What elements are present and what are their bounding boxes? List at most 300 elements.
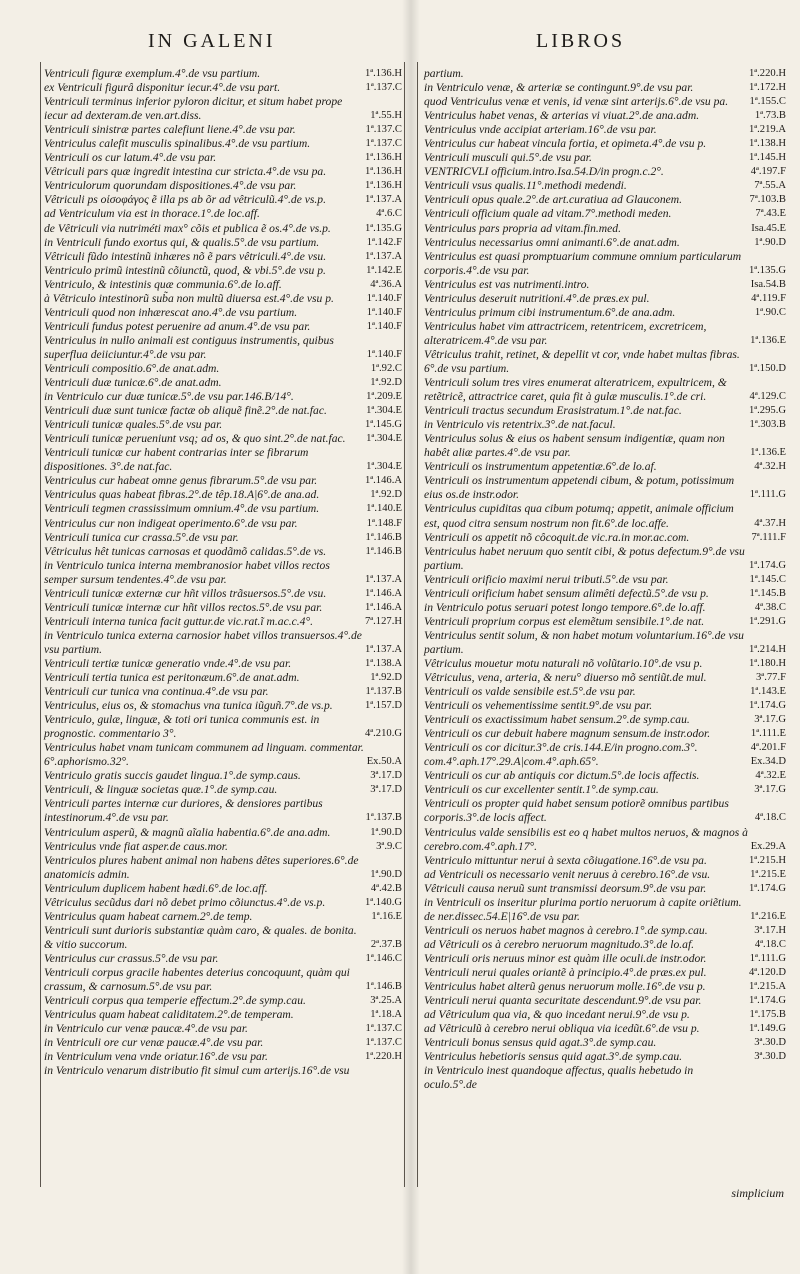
- entry-reference: 7ª.111.F: [751, 531, 786, 543]
- entry-text: Vêtriculi causa neruũ sunt transmissi deorsum.9°.de vsu par.: [424, 881, 707, 895]
- entry-text: ad Ventriculi os necessario venit neruus à cerebro.16°.de vsu.: [424, 867, 711, 881]
- entry-reference: 1ª.140.F: [366, 320, 402, 332]
- entry-text: com.4°.aph.17°.29.A|com.4°.aph.65°.: [424, 755, 599, 769]
- entry-reference: 4ª.120.D: [748, 967, 786, 978]
- entry-reference: 3ª.17.G: [754, 784, 786, 796]
- entry-reference: Isa.54.B: [750, 278, 786, 290]
- entry-text: Ventriculi orificium habet sensum alimêti defectũ.5°.de vsu p.: [424, 586, 709, 600]
- entry-reference: 1ª.136.H: [364, 152, 402, 164]
- entry-text: Vêtriculus trahit, retinet, & depellit vt cor, vnde habet multas fibras. 6°.de vsu partium.: [424, 347, 740, 375]
- entry-reference: 1ª.146.B: [365, 981, 402, 993]
- index-entry: [44, 1036, 402, 1050]
- entry-text: Ventriculus habet neruum quo sentit cibi, & potus defectum.9°.de vsu partium.: [424, 544, 745, 572]
- entry-reference: Isa.45.E: [751, 222, 786, 234]
- index-entry: [44, 207, 402, 221]
- entry-text: Ventriculi tertia tunica est peritonæum.6°.de anat.adm.: [44, 671, 300, 685]
- entry-text: Ventriculus est vas nutrimenti.intro.: [424, 277, 590, 291]
- entry-reference: Ex.50.A: [366, 756, 402, 768]
- index-entry: [424, 292, 786, 306]
- entry-text: Ventriculus cur crassus.5°.de vsu par.: [44, 951, 219, 965]
- index-entry: [424, 67, 786, 81]
- index-entry: [44, 797, 402, 825]
- entry-reference: 1ª.135.G: [748, 264, 786, 276]
- entry-text: Ventriculi tertiæ tunicæ generatio vnde.4°.de vsu par.: [44, 656, 292, 670]
- entry-reference: 1ª.146.B: [365, 531, 402, 543]
- entry-text: in Ventriculo cur duæ tunicæ.5°.de vsu par.146.B/14°.: [44, 390, 294, 404]
- index-entry: [424, 460, 786, 474]
- index-entry: [44, 95, 402, 123]
- index-entry: [44, 264, 402, 278]
- entry-reference: 1ª.137.C: [365, 138, 402, 150]
- entry-reference: 1ª.140.G: [364, 896, 402, 908]
- index-entry: [424, 95, 786, 109]
- entry-text: Ventriculus solus & eius os habent sensum indigentiæ, quam non habêt aliæ partes.4°.de vsu par.: [424, 432, 725, 460]
- entry-text: Ventriculi officium quale ad vitam.7°.methodi meden.: [424, 207, 672, 221]
- index-entry: [44, 713, 402, 741]
- entry-reference: 1ª.137.A: [364, 250, 402, 262]
- entry-reference: 1ª.291.G: [748, 615, 786, 627]
- index-entry: [44, 1022, 402, 1036]
- index-entry: [44, 924, 402, 952]
- entry-reference: 1ª.136.H: [364, 166, 402, 178]
- index-entry: [424, 278, 786, 292]
- entry-reference: 3ª.17.G: [754, 714, 786, 726]
- entry-text: Ventriculi corpus qua temperie effectum.2°.de symp.cau.: [44, 994, 306, 1008]
- index-entry: [424, 1064, 786, 1092]
- entry-text: Ventriculi os cur debuit habere magnum sensum.de instr.odor.: [424, 727, 711, 741]
- entry-text: Ventriculi tegmen crassissimum omnium.4°.de vsu partium.: [44, 502, 320, 516]
- entry-text: Vêtriculi fũdo intestinũ inhæres nõ ẽ pars vêtriculi.4°.de vsu.: [44, 249, 327, 263]
- index-entry: [44, 418, 402, 432]
- entry-reference: 1ª.137.A: [364, 573, 402, 585]
- entry-text: Ventriculus cur habeat vincula fortia, et opimeta.4°.de vsu p.: [424, 137, 707, 151]
- entry-reference: 1ª.136.E: [750, 334, 786, 346]
- index-entry: [424, 81, 786, 95]
- index-entry: [44, 1050, 402, 1064]
- entry-reference: 1ª.137.B: [365, 812, 402, 824]
- entry-reference: 3ª.77.F: [755, 672, 786, 684]
- index-entry: [44, 320, 402, 334]
- index-entry: [44, 741, 402, 769]
- entry-reference: 4ª.129.C: [749, 391, 786, 403]
- entry-reference: 1ª.304.E: [366, 433, 402, 445]
- index-entry: [44, 250, 402, 264]
- entry-text: Ventriculum asperũ, & magnũ aĩalia habentia.6°.de ana.adm.: [44, 825, 331, 839]
- entry-reference: 1ª.92.D: [370, 489, 402, 501]
- index-entry: [424, 236, 786, 250]
- entry-text: Vêtriculi ps οἰσοφάγος ẽ illa ps ab õr ad vêtriculũ.4°.de vs.p.: [44, 193, 327, 207]
- entry-reference: 4ª.38.C: [754, 601, 786, 613]
- entry-text: Ventriculi figuræ exemplum.4°.de vsu partium.: [44, 67, 261, 80]
- entry-reference: 1ª.220.H: [364, 1051, 402, 1063]
- entry-text: Ventriculi tunicæ externæ cur hñt villos trãsuersos.5°.de vsu.: [44, 586, 327, 600]
- entry-text: Ventriculi tunicæ cur habent contrarias inter se fibrarum dispositiones. 3°.de nat.fac.: [44, 446, 309, 474]
- entry-text: Ventriculi sunt durioris substantiæ quàm caro, & quales. de bonita. & vitio succorum.: [44, 923, 357, 951]
- entry-reference: 1ª.111.G: [749, 952, 786, 964]
- index-column-right: [424, 67, 786, 1092]
- entry-reference: 1ª.215.H: [748, 854, 786, 866]
- entry-reference: 3ª.25.A: [370, 995, 402, 1007]
- entry-reference: 1ª.155.C: [749, 96, 786, 108]
- entry-reference: 1ª.92.D: [370, 672, 402, 684]
- entry-text: Ventriculi os neruos habet magnos à cerebro.1°.de symp.cau.: [424, 923, 708, 937]
- entry-reference: 4ª.32.E: [755, 770, 786, 782]
- entry-text: Ventriculus primum cibi instrumentum.6°.de ana.adm.: [424, 305, 676, 319]
- entry-text: Ventriculo mittuntur nerui à sexta cõiugatione.16°.de vsu pa.: [424, 853, 707, 867]
- entry-text: Ventriculi duæ tunicæ.6°.de anat.adm.: [44, 376, 222, 390]
- entry-text: Ventriculus habet vim attractricem, retentricem, excretricem, alteratricem.4°.de vsu par.: [424, 319, 707, 347]
- entry-text: in Ventriculo cur venæ paucæ.4°.de vsu par.: [44, 1022, 248, 1036]
- entry-text: ad Vêtriculũ à cerebro nerui obliqua via icedũt.6°.de vsu p.: [424, 1022, 700, 1036]
- entry-text: Ventriculi compositio.6°.de anat.adm.: [44, 361, 220, 375]
- index-entry: [424, 348, 786, 376]
- index-entry: [44, 559, 402, 587]
- entry-reference: 1ª.137.C: [365, 124, 402, 136]
- entry-text: Ventriculus necessarius omni animanti.6°.de anat.adm.: [424, 235, 680, 249]
- entry-reference: 3ª.9.C: [376, 840, 402, 852]
- entry-text: Ventriculi os instrumentum appetentiæ.6°.de lo.af.: [424, 460, 657, 474]
- entry-text: Ventriculus in nullo animali est contiguus instrumentis, quibus superflua deiiciuntur.4°.de vsu par.: [44, 333, 334, 361]
- entry-reference: 1ª.219.A: [748, 124, 786, 136]
- index-entry: [424, 615, 786, 629]
- index-entry: [44, 671, 402, 685]
- entry-text: ad Ventriculum via est in thorace.1°.de loc.aff.: [44, 207, 260, 221]
- index-entry: [44, 601, 402, 615]
- index-entry: [424, 783, 786, 797]
- index-entry: [424, 769, 786, 783]
- index-entry: [424, 994, 786, 1008]
- index-entry: [44, 404, 402, 418]
- entry-reference: 1ª.18.A: [370, 1009, 402, 1021]
- index-entry: [44, 81, 402, 95]
- index-entry: [44, 292, 402, 306]
- entry-text: quod Ventriculus venæ et venis, id venæ sint arterijs.6°.de vsu pa.: [424, 95, 729, 109]
- entry-text: Ventriculo, & intestinis quæ communia.6°.de lo.aff.: [44, 277, 282, 291]
- entry-text: Ventriculi nerui quanta securitate descendunt.9°.de vsu par.: [424, 994, 702, 1008]
- index-entry: [424, 1036, 786, 1050]
- entry-text: Vêtriculus hêt tunicas carnosas et quodãmõ calidas.5°.de vs.: [44, 544, 327, 558]
- index-entry: [424, 250, 786, 278]
- entry-text: Ventriculi partes internæ cur duriores, & densiores partibus intestinorum.4°.de vsu par.: [44, 797, 323, 825]
- entry-text: Ventriculi tunicæ quales.5°.de vsu par.: [44, 418, 223, 432]
- entry-text: Ventriculi os valde sensibile est.5°.de vsu par.: [424, 685, 636, 699]
- entry-text: Ventriculus habet alterũ genus neruorum molle.16°.de vsu p.: [424, 980, 706, 994]
- entry-reference: 1ª.175.B: [749, 1009, 786, 1021]
- entry-text: Vêtriculus mouetur motu naturali nõ volũtario.10°.de vsu p.: [424, 656, 703, 670]
- entry-text: Ventriculo, gulæ, linguæ, & toti ori tunica communis est. in prognostic. commentario 3°.: [44, 713, 320, 741]
- entry-reference: 1ª.174.G: [748, 882, 786, 894]
- entry-text: ad Vêtriculum qua via, & quo incedant nerui.9°.de vsu p.: [424, 1008, 690, 1022]
- entry-text: Ventriculus quam habeat caliditatem.2°.de temperam.: [44, 1008, 294, 1022]
- index-entry: [44, 587, 402, 601]
- entry-reference: 4ª.210.G: [364, 728, 402, 740]
- entry-reference: 1ª.145.B: [749, 587, 786, 599]
- index-entry: [44, 123, 402, 137]
- center-rule-right: [417, 62, 418, 1187]
- entry-reference: 1ª.137.B: [365, 686, 402, 698]
- entry-text: Ventriculus pars propria ad vitam.fin.med.: [424, 221, 621, 235]
- index-entry: [424, 980, 786, 994]
- entry-reference: 1ª.143.E: [750, 686, 786, 698]
- entry-reference: 1ª.149.G: [748, 1023, 786, 1035]
- entry-reference: 1ª.55.H: [370, 110, 402, 122]
- entry-text: Ventriculum duplicem habent hædi.6°.de loc.aff.: [44, 881, 268, 895]
- entry-text: Ventriculus vnde accipiat arteriam.16°.de vsu par.: [424, 123, 657, 137]
- index-entry: [424, 587, 786, 601]
- entry-text: Ventriculo gratis succis gaudet lingua.1°.de symp.caus.: [44, 769, 301, 783]
- entry-reference: 1ª.16.E: [371, 910, 402, 922]
- entry-text: in Ventriculi fundo exortus qui, & qualis.5°.de vsu partium.: [44, 235, 320, 249]
- index-entry: [44, 334, 402, 362]
- entry-text: Ventriculi os propter quid habet sensum potiorẽ omnibus partibus corporis.3°.de locis affect.: [424, 797, 729, 825]
- entry-reference: Ex.29.A: [750, 840, 786, 852]
- entry-reference: 3ª.30.D: [754, 1037, 786, 1049]
- index-entry: [44, 769, 402, 783]
- entry-reference: 1ª.90.D: [370, 868, 402, 880]
- index-entry: [424, 193, 786, 207]
- index-entry: [424, 966, 786, 980]
- entry-text: Ventriculi os vehementissime sentit.9°.de vsu par.: [424, 699, 653, 713]
- index-entry: [424, 404, 786, 418]
- entry-text: Ventriculus hebetioris sensus quid agat.3°.de symp.cau.: [424, 1050, 683, 1064]
- entry-text: de Vêtriculi via nutriméti max° cõis et publica ẽ os.4°.de vs.p.: [44, 221, 331, 235]
- entry-reference: 1ª.92.D: [370, 377, 402, 389]
- entry-text: Vêtriculus, vena, arteria, & neru° diuerso mõ sentiũt.de mul.: [424, 671, 707, 685]
- entry-text: Ventriculi tractus secundum Erasistratum.1°.de nat.fac.: [424, 404, 682, 418]
- entry-reference: 1ª.157.D: [364, 700, 402, 712]
- entry-text: ex Ventriculi figurâ disponitur iecur.4°.de vsu part.: [44, 81, 281, 95]
- entry-reference: 1ª.146.A: [364, 475, 402, 487]
- entry-reference: 7ª.127.H: [364, 615, 402, 627]
- entry-reference: 1ª.148.F: [366, 517, 402, 529]
- entry-reference: 4ª.37.H: [754, 517, 786, 529]
- entry-text: Vêtriculi pars quæ ingredit intestina cur stricta.4°.de vsu pa.: [44, 165, 327, 179]
- entry-reference: 1ª.137.C: [365, 1037, 402, 1049]
- index-entry: [424, 179, 786, 193]
- entry-text: Ventriculi proprium corpus est elemẽtum sensibile.1°.de nat.: [424, 614, 705, 628]
- entry-text: Ventriculus calefit musculis spinalibus.4°.de vsu partium.: [44, 137, 311, 151]
- entry-reference: 4ª.32.H: [754, 461, 786, 473]
- index-entry: [44, 488, 402, 502]
- index-entry: [44, 952, 402, 966]
- index-entry: [424, 531, 786, 545]
- entry-text: Ventriculus habet venas, & arterias vi viuat.2°.de ana.adm.: [424, 109, 700, 123]
- index-entry: [424, 1050, 786, 1064]
- index-entry: [424, 151, 786, 165]
- entry-reference: 1ª.220.H: [748, 68, 786, 79]
- entry-reference: 4ª.18.C: [754, 938, 786, 950]
- entry-text: in Ventriculo tunica externa carnosior habet villos transuersos.4°.de vsu partium.: [44, 628, 362, 656]
- entry-reference: 1ª.303.B: [749, 419, 786, 431]
- entry-text: Ventriculi bonus sensus quid agat.3°.de symp.cau.: [424, 1036, 657, 1050]
- entry-text: Ventriculus est quasi promptuarium commune omnium particularum corporis.4°.de vsu par.: [424, 249, 742, 277]
- entry-reference: 1ª.174.G: [748, 700, 786, 712]
- running-header-right: LIBROS: [536, 30, 626, 52]
- index-entry: [44, 531, 402, 545]
- entry-text: in Ventriculi ore cur venæ paucæ.4°.de vsu par.: [44, 1036, 264, 1050]
- entry-text: Ventriculus cur habeat omne genus fibrarum.5°.de vsu par.: [44, 474, 318, 488]
- running-header-left: IN GALENI: [148, 30, 276, 52]
- entry-text: in Ventriculo venæ, & arteriæ se contingunt.9°.de vsu par.: [424, 81, 694, 95]
- entry-text: in Ventriculi os inseritur plurima portio neruorum à capite oriẽtium. de ner.dissec.54.E|16°.de vsu par.: [424, 895, 742, 923]
- entry-reference: 7ª.103.B: [749, 194, 786, 206]
- entry-text: Ventriculi tunica cur crassa.5°.de vsu par.: [44, 530, 239, 544]
- index-entry: [424, 826, 786, 854]
- index-entry: [424, 671, 786, 685]
- entry-text: in Ventriculo vis retentrix.3°.de nat.facul.: [424, 418, 616, 432]
- entry-reference: 1ª.137.C: [365, 82, 402, 94]
- entry-text: Ventriculus, eius os, & stomachus vna tunica iũguñ.7°.de vs.p.: [44, 699, 333, 713]
- index-entry: [424, 868, 786, 882]
- entry-reference: 4ª.18.C: [754, 812, 786, 824]
- entry-reference: 1ª.136.H: [364, 180, 402, 192]
- entry-reference: 1ª.140.F: [366, 292, 402, 304]
- entry-text: VENTRICVLI officium.intro.Isa.54.D/in progn.c.2°.: [424, 165, 664, 179]
- entry-text: Ventriculus habet vnam tunicam communem ad linguam. commentar. 6°.aphorismo.32°.: [44, 741, 364, 769]
- index-entry: [44, 306, 402, 320]
- index-entry: [44, 222, 402, 236]
- index-entry: [44, 151, 402, 165]
- index-entry: [424, 123, 786, 137]
- index-entry: [44, 994, 402, 1008]
- entry-reference: 1ª.145.C: [749, 573, 786, 585]
- entry-text: Ventriculi musculi qui.5°.de vsu par.: [424, 151, 592, 165]
- index-entry: [424, 882, 786, 896]
- index-entry: [44, 502, 402, 516]
- entry-text: Ventriculi sinistræ partes calefiunt liene.4°.de vsu par.: [44, 123, 296, 137]
- index-entry: [424, 545, 786, 573]
- center-rule-left: [404, 62, 405, 1187]
- entry-reference: 1ª.146.A: [364, 587, 402, 599]
- entry-text: Ventriculi os cor dicitur.3°.de cris.144.E/in progno.com.3°.: [424, 741, 698, 755]
- index-entry: [44, 1064, 402, 1078]
- entry-text: Ventriculus valde sensibilis est eo q habet multos neruos, & magnos à cerebro.com.4°.aph.17°.: [424, 825, 748, 853]
- index-entry: [44, 783, 402, 797]
- entry-text: Vêtriculus secũdus dari nõ debet primo cõiunctus.4°.de vs.p.: [44, 895, 326, 909]
- entry-reference: 1ª.90.D: [370, 826, 402, 838]
- entry-reference: 1ª.216.E: [750, 910, 786, 922]
- index-entry: [424, 207, 786, 221]
- entry-reference: 3ª.17.H: [754, 924, 786, 936]
- index-entry: [424, 713, 786, 727]
- entry-text: in Ventriculum vena vnde oriatur.16°.de vsu par.: [44, 1050, 268, 1064]
- entry-text: Ventriculus quas habeat fibras.2°.de têp.18.A|6°.de ana.ad.: [44, 488, 320, 502]
- index-column-left: [44, 67, 402, 1078]
- entry-reference: 1ª.140.F: [366, 348, 402, 360]
- index-entry: [424, 1008, 786, 1022]
- entry-reference: 1ª.146.A: [364, 601, 402, 613]
- index-entry: [44, 966, 402, 994]
- entry-text: Ventriculi vsus qualis.11°.methodi medendi.: [424, 179, 627, 193]
- index-entry: [44, 910, 402, 924]
- entry-reference: 4ª.36.A: [370, 278, 402, 290]
- entry-reference: 1ª.137.A: [364, 194, 402, 206]
- entry-text: in Ventriculo tunica interna membranosior habet villos rectos semper sursum tendentes.4°.de vsu par.: [44, 558, 330, 586]
- entry-text: partium.: [424, 67, 464, 80]
- entry-reference: 1ª.92.C: [370, 362, 402, 374]
- entry-reference: 1ª.73.B: [754, 110, 786, 122]
- entry-reference: 1ª.90.D: [754, 236, 786, 248]
- index-entry: [424, 573, 786, 587]
- entry-text: in Ventriculo inest quandoque affectus, qualis hebetudo in oculo.5°.de: [424, 1064, 694, 1092]
- entry-reference: 1ª.111.E: [750, 728, 786, 740]
- entry-text: Ventriculi tunicæ perueniunt vsq; ad os, & quo sint.2°.de nat.fac.: [44, 432, 346, 446]
- index-entry: [44, 685, 402, 699]
- entry-text: Ventriculi os cur latum.4°.de vsu par.: [44, 151, 217, 165]
- index-entry: [44, 854, 402, 882]
- entry-text: Ventriculus cur non indigeat operimento.6°.de vsu par.: [44, 516, 298, 530]
- index-entry: [44, 840, 402, 854]
- entry-text: Ventriculi os cur ab antiquis cor dictum.5°.de locis affectis.: [424, 769, 700, 783]
- entry-reference: 3ª.17.D: [370, 770, 402, 782]
- entry-text: Ventriculi solum tres vires enumerat alteratricem, expultricem, & retẽtricẽ, attractrice caret, quia fit à gulæ musculis.1°.de cri.: [424, 376, 727, 404]
- entry-text: Ventriculi interna tunica facit guttur.de vic.rat.ĩ m.ac.c.4°.: [44, 614, 313, 628]
- index-entry: [424, 222, 786, 236]
- index-entry: [44, 1008, 402, 1022]
- index-entry: [424, 657, 786, 671]
- entry-text: Ventriculi os appetit nõ côcoquit.de vic.ra.in mor.ac.com.: [424, 530, 690, 544]
- entry-text: Ventriculorum quorundam dispositiones.4°.de vsu par.: [44, 179, 297, 193]
- entry-reference: 2ª.37.B: [370, 938, 402, 950]
- index-entry: [424, 137, 786, 151]
- entry-text: Ventriculi fundus potest peruenire ad anum.4°.de vsu par.: [44, 319, 311, 333]
- index-entry: [424, 896, 786, 924]
- entry-reference: 1ª.146.C: [365, 952, 402, 964]
- index-entry: [44, 67, 402, 81]
- entry-reference: 1ª.215.E: [750, 868, 786, 880]
- entry-reference: Ex.34.D: [750, 756, 786, 768]
- entry-text: Ventriculus quam habeat carnem.2°.de temp.: [44, 909, 253, 923]
- index-entry: [424, 952, 786, 966]
- entry-text: in Ventriculo venarum distributio fit simul cum arterijs.16°.de vsu: [44, 1064, 350, 1078]
- entry-reference: 3ª.30.D: [754, 1051, 786, 1063]
- entry-reference: 3ª.17.D: [370, 784, 402, 796]
- entry-text: Ventriculus deseruit nutritioni.4°.de præs.ex pul.: [424, 291, 650, 305]
- entry-reference: 1ª.142.E: [366, 264, 402, 276]
- index-entry: [44, 390, 402, 404]
- entry-text: Ventriculus sentit solum, & non habet motum voluntarium.16°.de vsu partium.: [424, 628, 744, 656]
- entry-reference: 7ª.55.A: [754, 180, 786, 192]
- index-entry: [44, 545, 402, 559]
- entry-text: in Ventriculo potus seruari potest longo tempore.6°.de lo.aff.: [424, 600, 706, 614]
- entry-reference: 4ª.197.F: [750, 166, 786, 178]
- index-entry: [424, 474, 786, 502]
- catchword: simplicium: [731, 1186, 784, 1200]
- entry-reference: 1ª.137.A: [364, 643, 402, 655]
- index-entry: [44, 362, 402, 376]
- entry-reference: 1ª.215.A: [748, 981, 786, 993]
- entry-text: Ventriculi terminus inferior pyloron dicitur, et situm habet prope iecur ad dexteram.de ven.art.diss.: [44, 95, 343, 123]
- index-entry: [424, 432, 786, 460]
- index-entry: [44, 278, 402, 292]
- index-entry: [44, 137, 402, 151]
- entry-text: Ventriculi duæ sunt tunicæ factæ ob aliquẽ finẽ.2°.de nat.fac.: [44, 404, 327, 418]
- entry-reference: 1ª.136.H: [364, 68, 402, 79]
- entry-reference: 1ª.150.D: [748, 362, 786, 374]
- entry-reference: 1ª.138.A: [364, 657, 402, 669]
- index-entry: [424, 938, 786, 952]
- entry-reference: 4ª.6.C: [376, 208, 402, 220]
- entry-reference: 1ª.295.G: [748, 405, 786, 417]
- index-entry: [44, 657, 402, 671]
- entry-reference: 1ª.304.E: [366, 461, 402, 473]
- entry-reference: 1ª.135.G: [364, 222, 402, 234]
- entry-text: Ventriculi, & linguæ societas quæ.1°.de symp.cau.: [44, 783, 278, 797]
- entry-text: Ventriculi os exactissimum habet sensum.2°.de symp.cau.: [424, 713, 690, 727]
- entry-text: Ventriculo primũ intestinũ cõiunctũ, quod, & vbi.5°.de vsu p.: [44, 263, 326, 277]
- index-entry: [424, 165, 786, 179]
- index-entry: [424, 306, 786, 320]
